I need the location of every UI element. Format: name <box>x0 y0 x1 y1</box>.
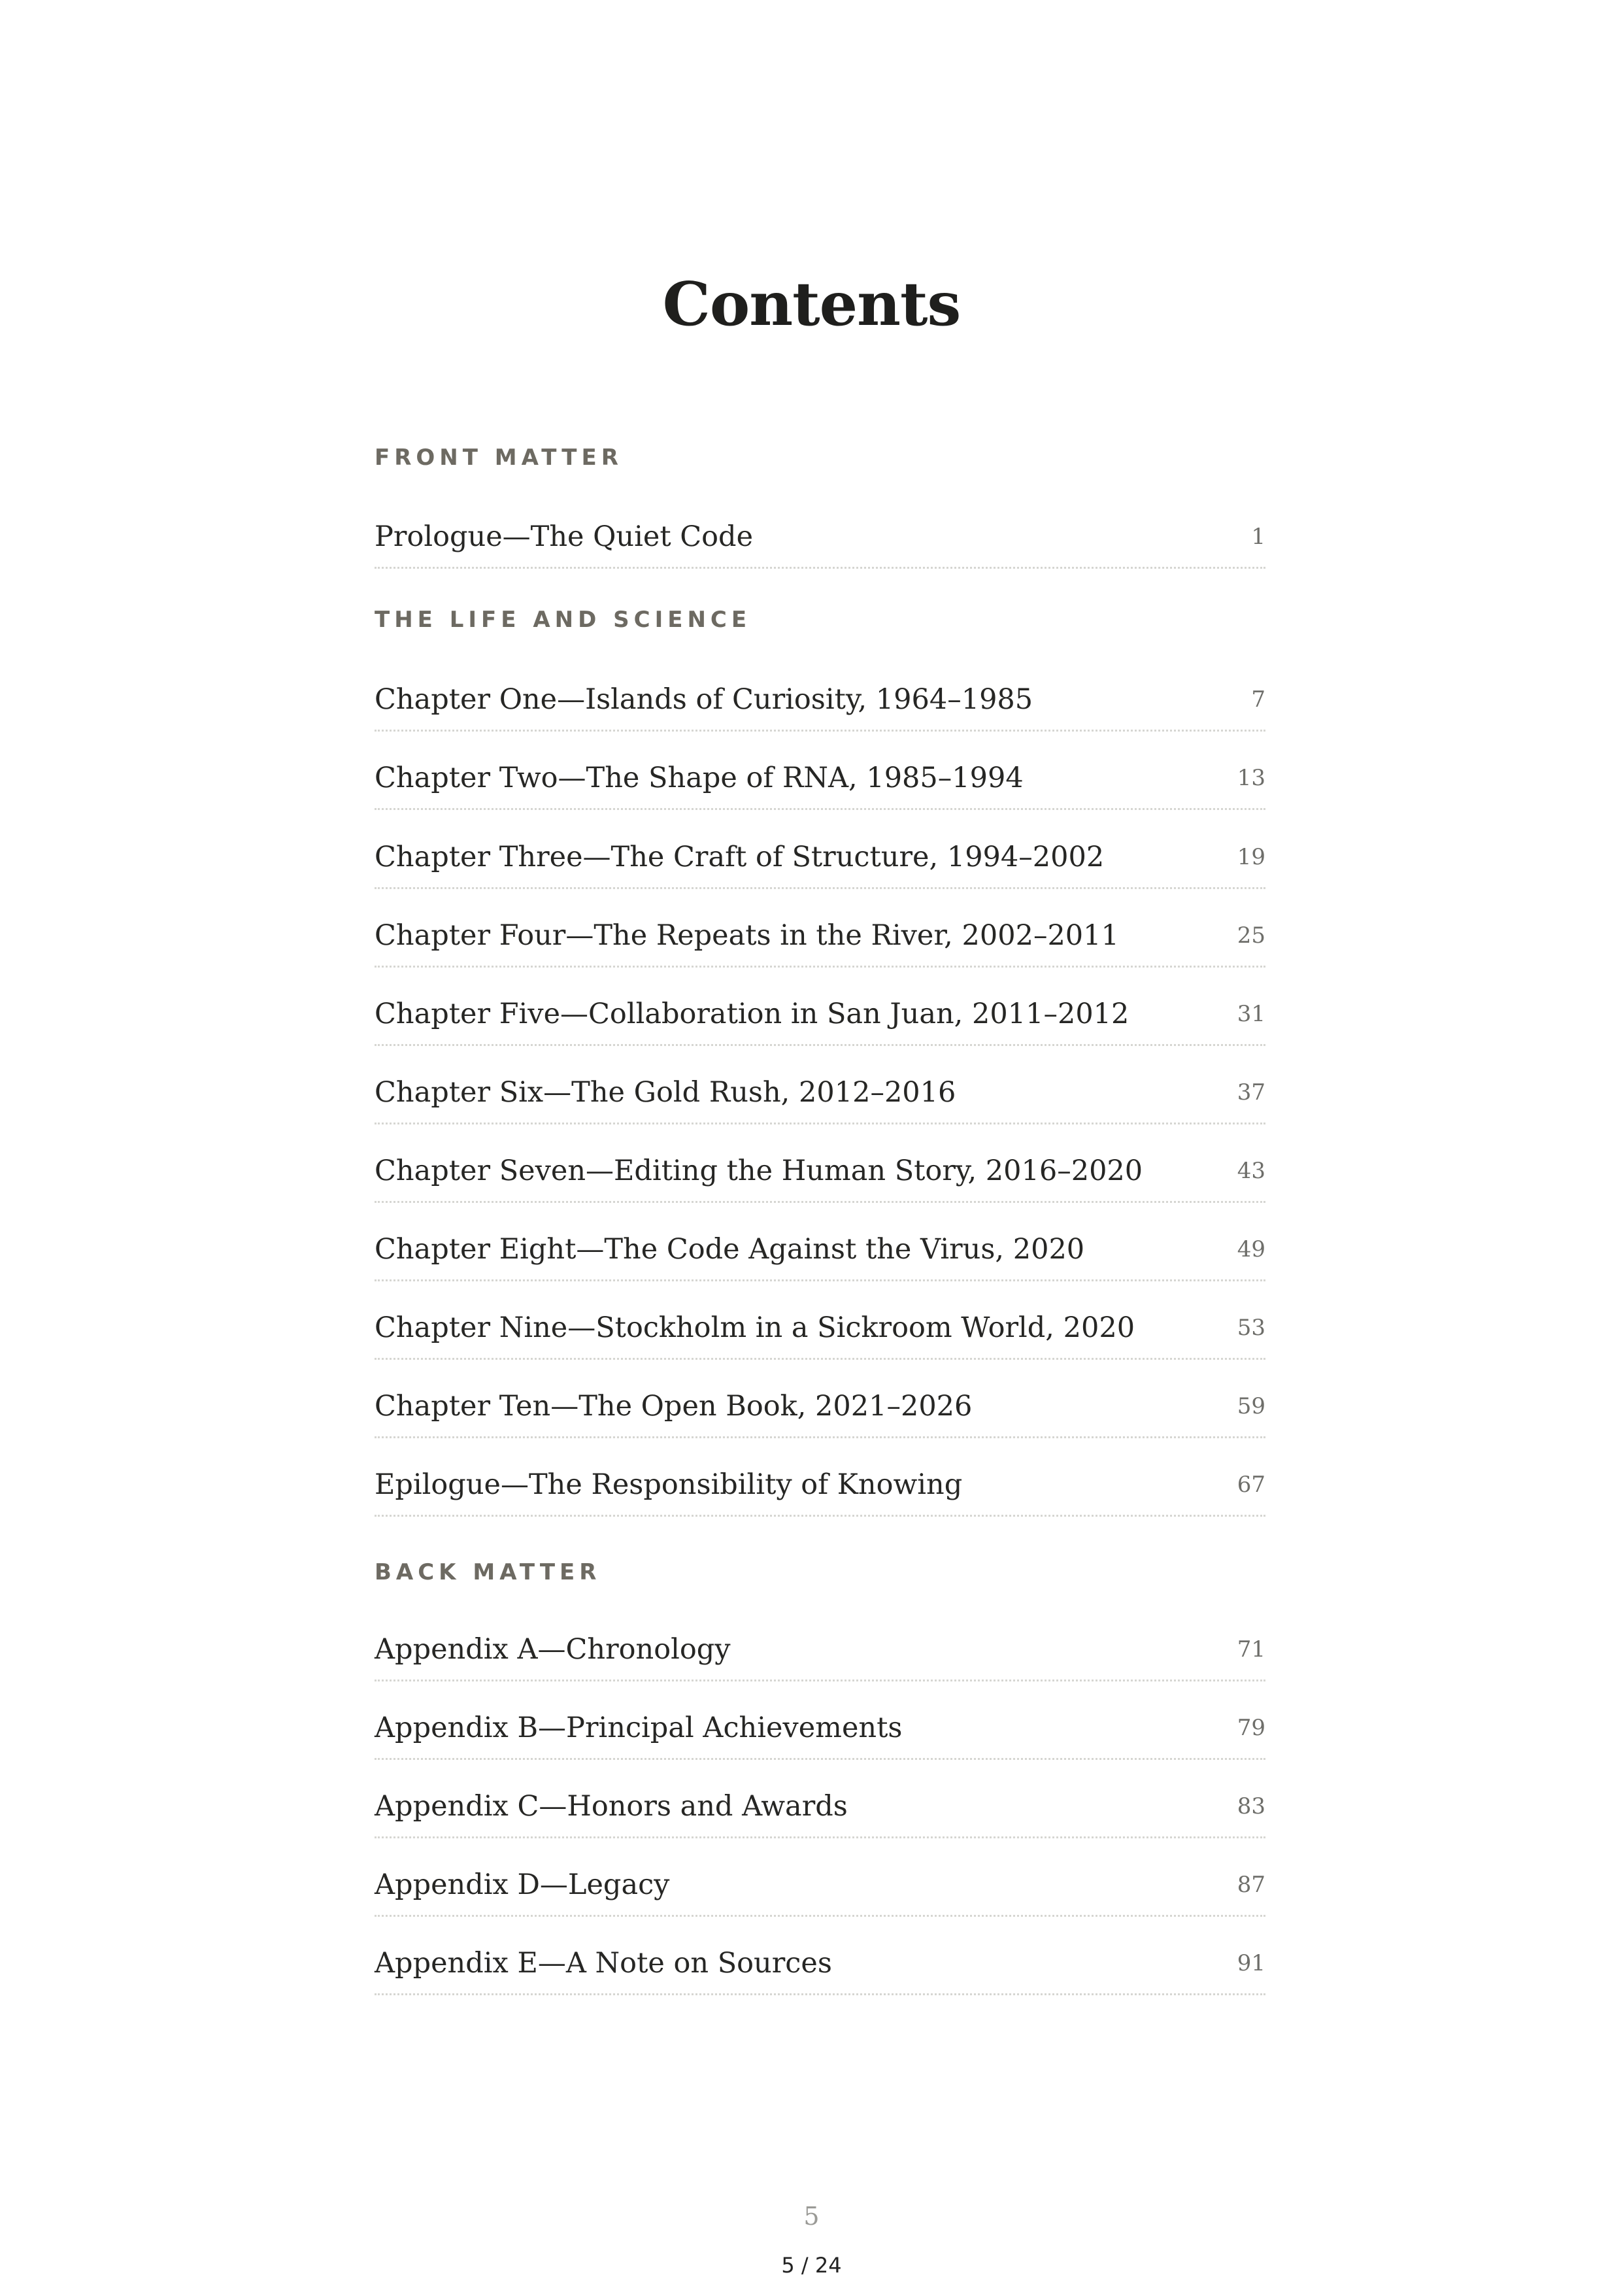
toc-entry[interactable] <box>375 1445 1265 1517</box>
toc-entry-page: 59 <box>1237 1393 1265 1419</box>
toc-entry[interactable] <box>375 1131 1265 1203</box>
viewer-page-indicator: 5 / 24 <box>781 2253 842 2278</box>
toc-entry-page: 71 <box>1237 1636 1265 1663</box>
toc-entry-page: 7 <box>1251 686 1265 713</box>
page-title: Contents <box>662 269 961 339</box>
toc-entry[interactable] <box>375 1209 1265 1281</box>
toc-entry-title: Appendix B—Principal Achievements <box>375 1712 903 1744</box>
toc-entry-title: Chapter Five—Collaboration in San Juan, 2011–2012 <box>375 998 1129 1030</box>
toc-entry-page: 87 <box>1237 1872 1265 1898</box>
toc-entry-title: Appendix D—Legacy <box>375 1868 670 1901</box>
toc-entry-title: Chapter Two—The Shape of RNA, 1985–1994 <box>375 762 1024 794</box>
toc-entry[interactable] <box>375 497 1265 569</box>
toc-entry[interactable] <box>375 1688 1265 1760</box>
toc-entry-page: 25 <box>1237 922 1265 949</box>
section-heading-back-matter: BACK MATTER <box>375 1559 601 1585</box>
toc-entry-page: 83 <box>1237 1793 1265 1819</box>
toc-entry-page: 13 <box>1237 765 1265 791</box>
toc-entry-page: 67 <box>1237 1472 1265 1498</box>
toc-entry-page: 19 <box>1237 844 1265 870</box>
toc-entry[interactable] <box>375 1610 1265 1681</box>
toc-entry-title: Chapter Six—The Gold Rush, 2012–2016 <box>375 1076 956 1109</box>
toc-entry[interactable] <box>375 896 1265 968</box>
toc-entry-page: 53 <box>1237 1315 1265 1341</box>
toc-entry-title: Chapter Ten—The Open Book, 2021–2026 <box>375 1390 973 1423</box>
toc-entry[interactable] <box>375 1923 1265 1995</box>
toc-entry-title: Chapter Four—The Repeats in the River, 2002–2011 <box>375 919 1119 952</box>
toc-entry-title: Chapter Three—The Craft of Structure, 1994–2002 <box>375 841 1105 873</box>
toc-entry-title: Appendix A—Chronology <box>375 1633 731 1666</box>
page-number: 5 <box>803 2202 820 2231</box>
toc-entry-title: Chapter Seven—Editing the Human Story, 2016–2020 <box>375 1155 1143 1187</box>
toc-entry-title: Chapter One—Islands of Curiosity, 1964–1985 <box>375 683 1033 716</box>
toc-entry[interactable] <box>375 817 1265 889</box>
toc-entry[interactable] <box>375 1766 1265 1838</box>
toc-entry[interactable] <box>375 974 1265 1046</box>
toc-entry-page: 37 <box>1237 1079 1265 1106</box>
toc-entry[interactable] <box>375 1053 1265 1124</box>
toc-entry-title: Prologue—The Quiet Code <box>375 520 754 553</box>
toc-entry-title: Chapter Eight—The Code Against the Virus, 2020 <box>375 1233 1085 1266</box>
toc-entry[interactable] <box>375 1845 1265 1917</box>
toc-entry-title: Appendix C—Honors and Awards <box>375 1790 848 1823</box>
toc-entry[interactable] <box>375 660 1265 732</box>
toc-entry[interactable] <box>375 1366 1265 1438</box>
toc-entry-title: Chapter Nine—Stockholm in a Sickroom World, 2020 <box>375 1311 1135 1344</box>
toc-entry-page: 91 <box>1237 1950 1265 1976</box>
section-heading-life-and-science: THE LIFE AND SCIENCE <box>375 607 752 633</box>
toc-entry-page: 43 <box>1237 1158 1265 1184</box>
toc-entry-page: 49 <box>1237 1236 1265 1262</box>
toc-entry[interactable] <box>375 738 1265 810</box>
toc-entry-page: 79 <box>1237 1715 1265 1741</box>
toc-entry-page: 31 <box>1237 1001 1265 1027</box>
section-heading-front-matter: FRONT MATTER <box>375 445 623 471</box>
toc-entry[interactable] <box>375 1288 1265 1360</box>
toc-entry-title: Epilogue—The Responsibility of Knowing <box>375 1468 963 1501</box>
toc-entry-title: Appendix E—A Note on Sources <box>375 1947 832 1980</box>
toc-entry-page: 1 <box>1251 524 1265 550</box>
